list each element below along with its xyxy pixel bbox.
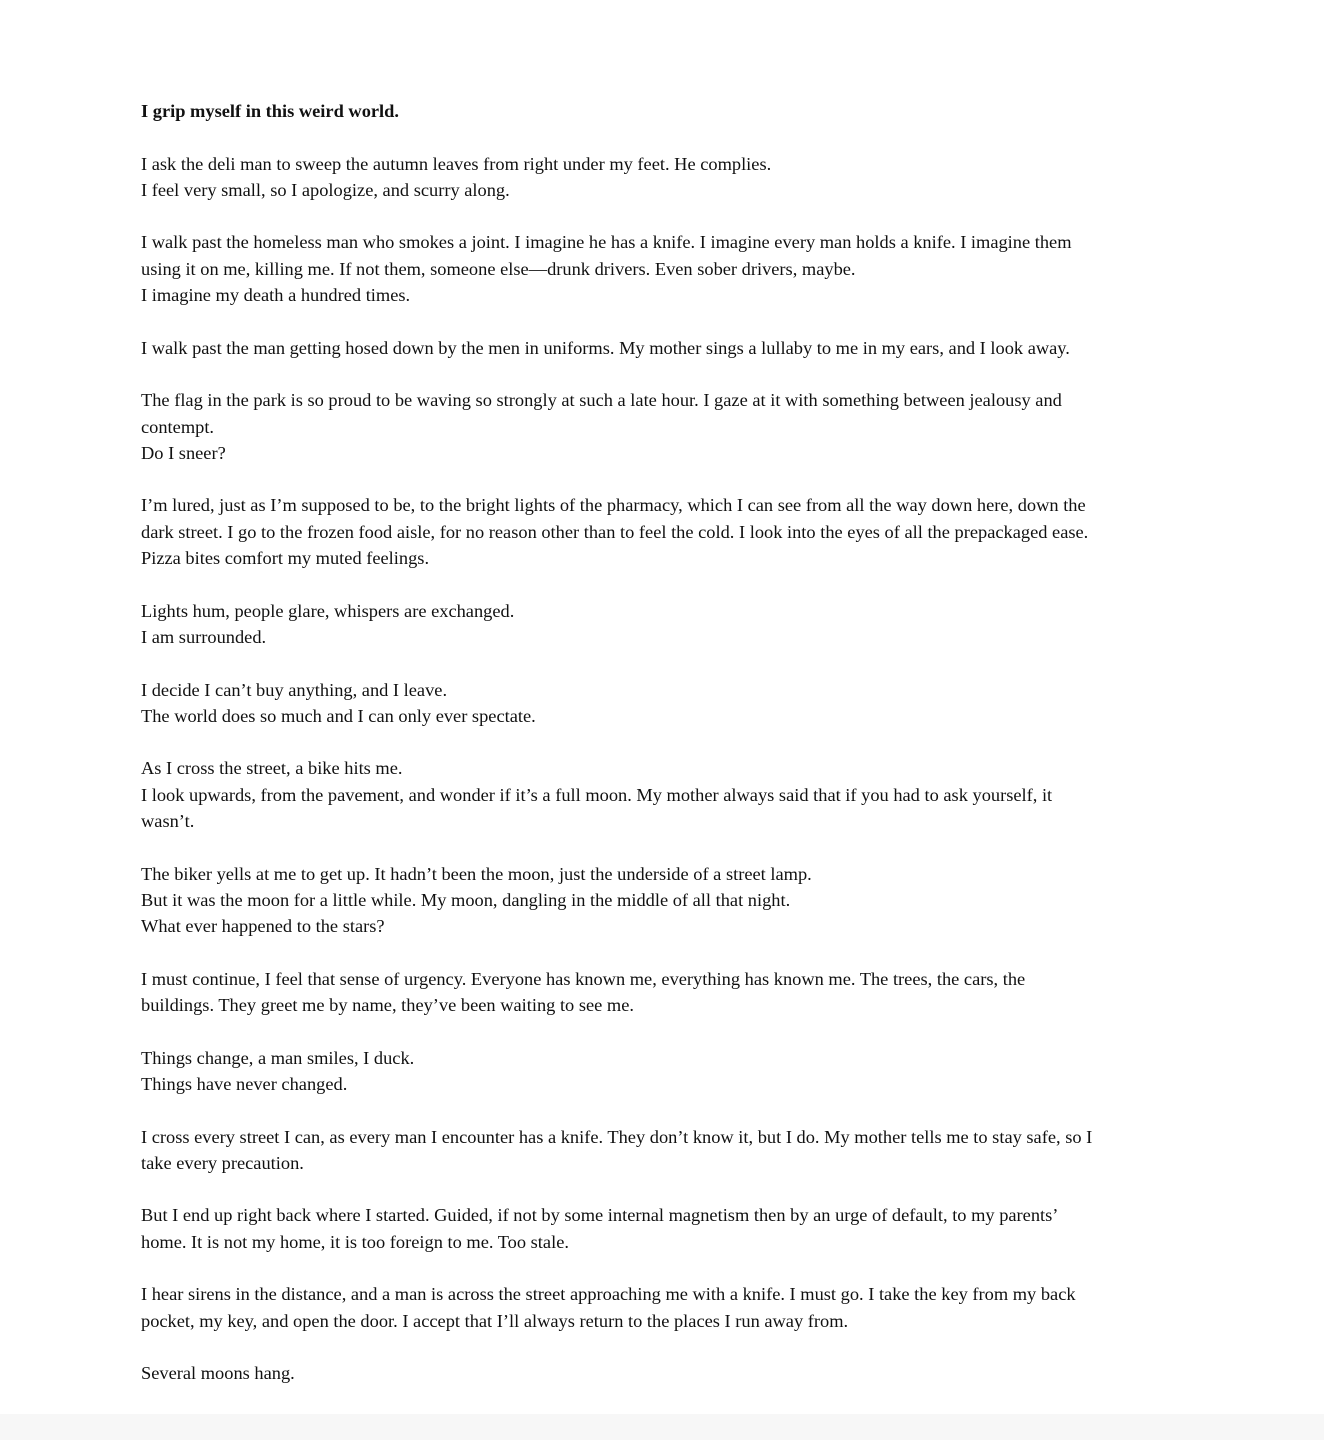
paragraph-line: I walk past the homeless man who smokes a joint. I imagine he has a knife. I imagine every man holds a knife. I imagine them	[141, 232, 1072, 253]
paragraph-line: I ask the deli man to sweep the autumn leaves from right under my feet. He complies.	[141, 153, 772, 174]
paragraph-line: I imagine my death a hundred times.	[141, 285, 411, 306]
paragraph-line: I’m lured, just as I’m supposed to be, to the bright lights of the pharmacy, which I can see from all the way down here, down the	[141, 495, 1086, 516]
paragraph-line: I decide I can’t buy anything, and I leave.	[141, 679, 448, 700]
paragraph-line: But I end up right back where I started. Guided, if not by some internal magnetism then by an urge of default, to my parents’	[141, 1205, 1059, 1226]
paragraph-line: I cross every street I can, as every man I encounter has a knife. They don’t know it, but I do. My mother tells me to stay safe, so I	[141, 1126, 1093, 1147]
paragraph	[141, 966, 1181, 1019]
paragraph-line: I feel very small, so I apologize, and scurry along.	[141, 179, 510, 200]
paragraph	[141, 598, 1181, 651]
paragraph-line: What ever happened to the stars?	[141, 916, 385, 937]
paragraph-line: I hear sirens in the distance, and a man is across the street approaching me with a knife. I must go. I take the key from my back	[141, 1284, 1076, 1305]
paragraph-line: Things change, a man smiles, I duck.	[141, 1047, 415, 1068]
paragraph	[141, 1360, 1181, 1386]
paragraph	[141, 861, 1181, 940]
paragraph-line: But it was the moon for a little while. My moon, dangling in the middle of all that night.	[141, 889, 791, 910]
paragraph-list	[141, 151, 1181, 1387]
paragraph	[141, 151, 1181, 204]
paragraph	[141, 1045, 1181, 1098]
paragraph-line: As I cross the street, a bike hits me.	[141, 758, 403, 779]
paragraph	[141, 492, 1181, 571]
paragraph	[141, 1124, 1181, 1177]
paragraph-line: Pizza bites comfort my muted feelings.	[141, 548, 430, 569]
paragraph	[141, 229, 1181, 308]
paragraph-line: pocket, my key, and open the door. I accept that I’ll always return to the places I run away from.	[141, 1310, 849, 1331]
paragraph	[141, 677, 1181, 730]
paragraph	[141, 387, 1181, 466]
document-title: I grip myself in this weird world.	[141, 101, 399, 121]
paragraph-line: Several moons hang.	[141, 1363, 295, 1384]
paragraph-line: I am surrounded.	[141, 626, 267, 647]
paragraph-line: The flag in the park is so proud to be waving so strongly at such a late hour. I gaze at it with something between jealousy and	[141, 390, 1062, 411]
paragraph-line: contempt.	[141, 416, 215, 437]
paragraph-line: wasn’t.	[141, 811, 195, 832]
paragraph-line: dark street. I go to the frozen food aisle, for no reason other than to feel the cold. I look into the eyes of all the prepackaged ease.	[141, 521, 1089, 542]
paragraph	[141, 1202, 1181, 1255]
paragraph-line: I look upwards, from the pavement, and wonder if it’s a full moon. My mother always said that if you had to ask yourself, it	[141, 784, 1053, 805]
paragraph	[141, 335, 1181, 361]
paragraph-line: I must continue, I feel that sense of urgency. Everyone has known me, everything has known me. The trees, the cars, the	[141, 968, 1026, 989]
paragraph-line: The world does so much and I can only ever spectate.	[141, 705, 536, 726]
paragraph	[141, 755, 1181, 834]
paragraph-line: buildings. They greet me by name, they’ve been waiting to see me.	[141, 995, 634, 1016]
document-body	[141, 98, 1181, 1413]
paragraph	[141, 1281, 1181, 1334]
paragraph-line: I walk past the man getting hosed down by the men in uniforms. My mother sings a lullaby to me in my ears, and I look away.	[141, 337, 1070, 358]
paragraph-line: home. It is not my home, it is too foreign to me. Too stale.	[141, 1231, 569, 1252]
paragraph-line: using it on me, killing me. If not them, someone else—drunk drivers. Even sober drivers, maybe.	[141, 258, 856, 279]
paragraph-line: The biker yells at me to get up. It hadn’t been the moon, just the underside of a street lamp.	[141, 863, 812, 884]
page-bottom-edge	[0, 1414, 1324, 1440]
paragraph-line: Things have never changed.	[141, 1073, 348, 1094]
paragraph-line: Lights hum, people glare, whispers are exchanged.	[141, 600, 515, 621]
paragraph-line: Do I sneer?	[141, 442, 226, 463]
paragraph-line: take every precaution.	[141, 1152, 304, 1173]
